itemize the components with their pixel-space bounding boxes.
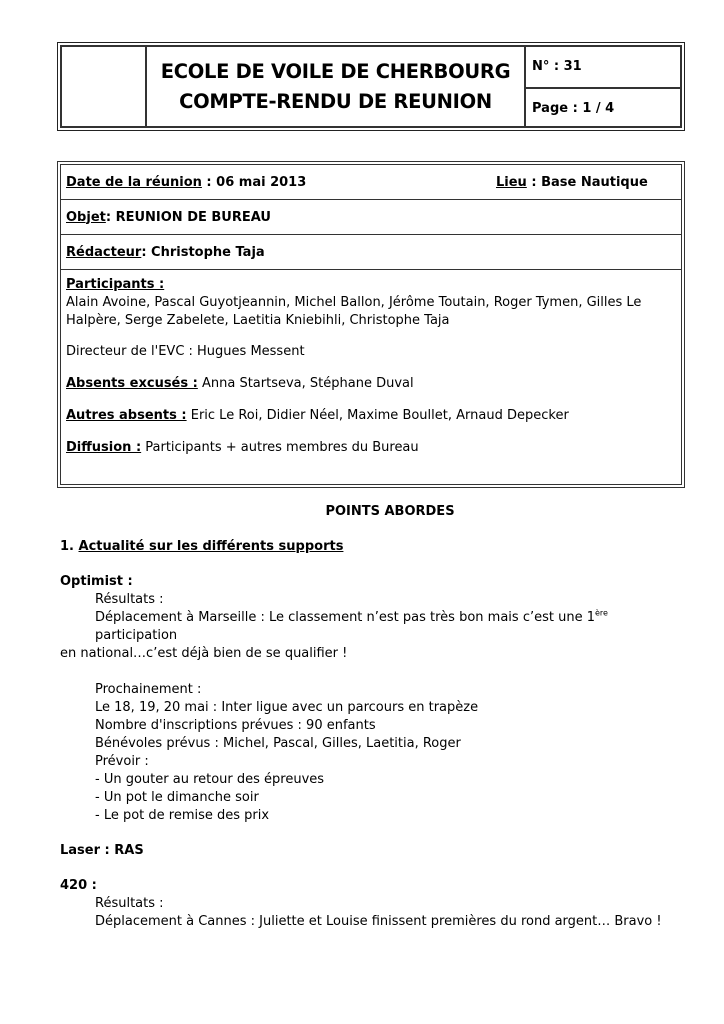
points-title: POINTS ABORDES <box>325 504 455 519</box>
optimist-resultats: Résultats : <box>95 592 164 607</box>
participants-label: Participants : <box>66 277 165 292</box>
inter-ligue: Le 18, 19, 20 mai : Inter ligue avec un parcours en trapèze <box>95 700 479 715</box>
lieu-value: : Base Nautique <box>526 174 648 190</box>
title-line-1: ECOLE DE VOILE DE CHERBOURG <box>160 59 511 83</box>
report-body <box>60 503 690 931</box>
redacteur-label: Rédacteur <box>66 244 142 260</box>
prevoir-item: - Le pot de remise des prix <box>95 808 270 823</box>
date-value: : 06 mai 2013 <box>201 174 307 190</box>
marseille-text-c: en national…c’est déjà bien de se qualifier ! <box>60 646 348 661</box>
s420-cannes: Déplacement à Cannes : Juliette et Louise finissent premières du rond argent… Bravo ! <box>95 914 662 929</box>
prevoir-label: Prévoir : <box>95 754 149 769</box>
header-meta <box>526 47 680 126</box>
objet-row <box>61 200 681 235</box>
page-indicator: Page : 1 / 4 <box>532 101 615 116</box>
diffusion-list: Participants + autres membres du Bureau <box>141 440 419 455</box>
absents-excuses-label: Absents excusés : <box>66 376 198 391</box>
redacteur-value: : Christophe Taja <box>141 244 265 260</box>
diffusion-label: Diffusion : <box>66 440 142 455</box>
lieu-label: Lieu <box>496 174 527 190</box>
optimist-title: Optimist : <box>60 574 133 589</box>
optimist-marseille <box>95 609 690 645</box>
marseille-text-b: participation <box>95 628 178 643</box>
s420-title: 420 : <box>60 878 97 893</box>
section-1-heading <box>60 538 690 556</box>
objet-value: : REUNION DE BUREAU <box>105 209 271 225</box>
prevoir-item: - Un gouter au retour des épreuves <box>95 772 325 787</box>
attendance-block <box>61 270 681 457</box>
laser-title: Laser : RAS <box>60 843 144 858</box>
date-row <box>61 165 681 200</box>
autres-absents-list: Eric Le Roi, Didier Néel, Maxime Boullet, Arnaud Depecker <box>186 408 569 423</box>
prochainement-label: Prochainement : <box>95 682 202 697</box>
optimist-details <box>60 591 690 645</box>
absents-excuses-list: Anna Startseva, Stéphane Duval <box>197 376 414 391</box>
header-title <box>147 47 526 126</box>
marseille-text-a: Déplacement à Marseille : Le classement n’est pas très bon mais c’est une 1 <box>95 610 595 625</box>
prevoir-item: - Un pot le dimanche soir <box>95 790 259 805</box>
s420-resultats: Résultats : <box>95 896 164 911</box>
participants-list: Alain Avoine, Pascal Guyotjeannin, Michel Ballon, Jérôme Toutain, Roger Tymen, Gilles Le Halpère, Serge Zabelete, Laetitia Kniebihli, Christophe Taja <box>66 295 642 328</box>
section-1-number: 1. <box>60 539 79 554</box>
objet-label: Objet <box>66 209 106 225</box>
report-number: N° : 31 <box>526 47 680 89</box>
logo-cell <box>62 47 147 126</box>
inscriptions: Nombre d'inscriptions prévues : 90 enfants <box>95 718 376 733</box>
prochainement-block <box>60 681 690 825</box>
redacteur-row <box>61 235 681 270</box>
s420-details <box>60 895 690 931</box>
autres-absents-label: Autres absents : <box>66 408 187 423</box>
section-1-title: Actualité sur les différents supports <box>78 539 344 554</box>
date-label: Date de la réunion <box>66 174 202 190</box>
meeting-info-box <box>60 164 682 485</box>
benevoles: Bénévoles prévus : Michel, Pascal, Gilles, Laetitia, Roger <box>95 736 461 751</box>
document-header <box>60 45 682 128</box>
title-line-2: COMPTE-RENDU DE REUNION <box>179 89 492 113</box>
directeur-line: Directeur de l'EVC : Hugues Messent <box>66 344 305 359</box>
marseille-sup: ère <box>594 608 608 618</box>
